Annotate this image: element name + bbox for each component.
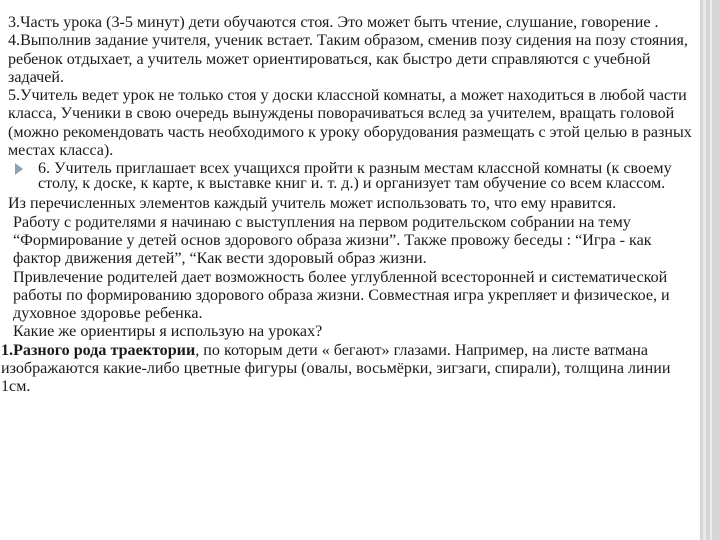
paragraph-11-number: 1. <box>1 341 14 359</box>
slide-text-body <box>1 14 696 397</box>
paragraph-11-bold-term: Разного рода траектории <box>13 341 196 359</box>
paragraph-9: Привлечение родителей дает возможность более углубленной всесторонней и систематической работы по формированию здорового образа жизни. Совместная игра укрепляет и физическое, и духовное здоровье ребенка. <box>13 268 670 323</box>
paragraph-5: 5.Учитель ведет урок не только стоя у доски классной комнаты, а может находиться в любой части класса, Ученики в свою очередь вынуждены поворачиваться вслед за учителем, вращать головой (можно рекомендовать часть необходимого к уроку оборудования размещать с этой целью в разных местах класса). <box>8 87 692 160</box>
bullet-item-6 <box>8 162 696 191</box>
paragraph-11 <box>1 342 696 397</box>
paragraph-10: Какие же ориентиры я использую на уроках? <box>13 323 323 341</box>
paragraph-7: Из перечисленных элементов каждый учитель может использовать то, что ему нравится. <box>8 195 617 213</box>
triangle-bullet-icon <box>15 163 23 175</box>
decorative-side-bar <box>700 0 720 540</box>
paragraph-3: 3.Часть урока (3-5 минут) дети обучаются стоя. Это может быть чтение, слушание, говорение . <box>8 14 659 31</box>
paragraph-11-text: , по которым дети « бегают» глазами. Например, на листе ватмана изображаются какие-либо цветные фигуры (овалы, восьмёрки, зигзаги, спирали), толщина линии 1см. <box>1 341 671 396</box>
paragraph-8: Работу с родителями я начинаю с выступления на первом родительском собрании на тему “Формирование у детей основ здорового образа жизни”. Также провожу беседы : “Игра - как фактор движения детей”, “Как вести здоровый образ жизни. <box>13 213 652 268</box>
paragraph-4: 4.Выполнив задание учителя, ученик встает. Таким образом, сменив позу сидения на позу стояния, ребенок отдыхает, а учитель может ориентироваться, как быстро дети справляются с учебной задачей. <box>8 32 688 86</box>
paragraph-6: 6. Учитель приглашает всех учащихся пройти к разным местам классной комнаты (к своему столу, к доске, к карте, к выставке книг и. т. д.) и организует там обучение со всем классом. <box>38 160 672 192</box>
